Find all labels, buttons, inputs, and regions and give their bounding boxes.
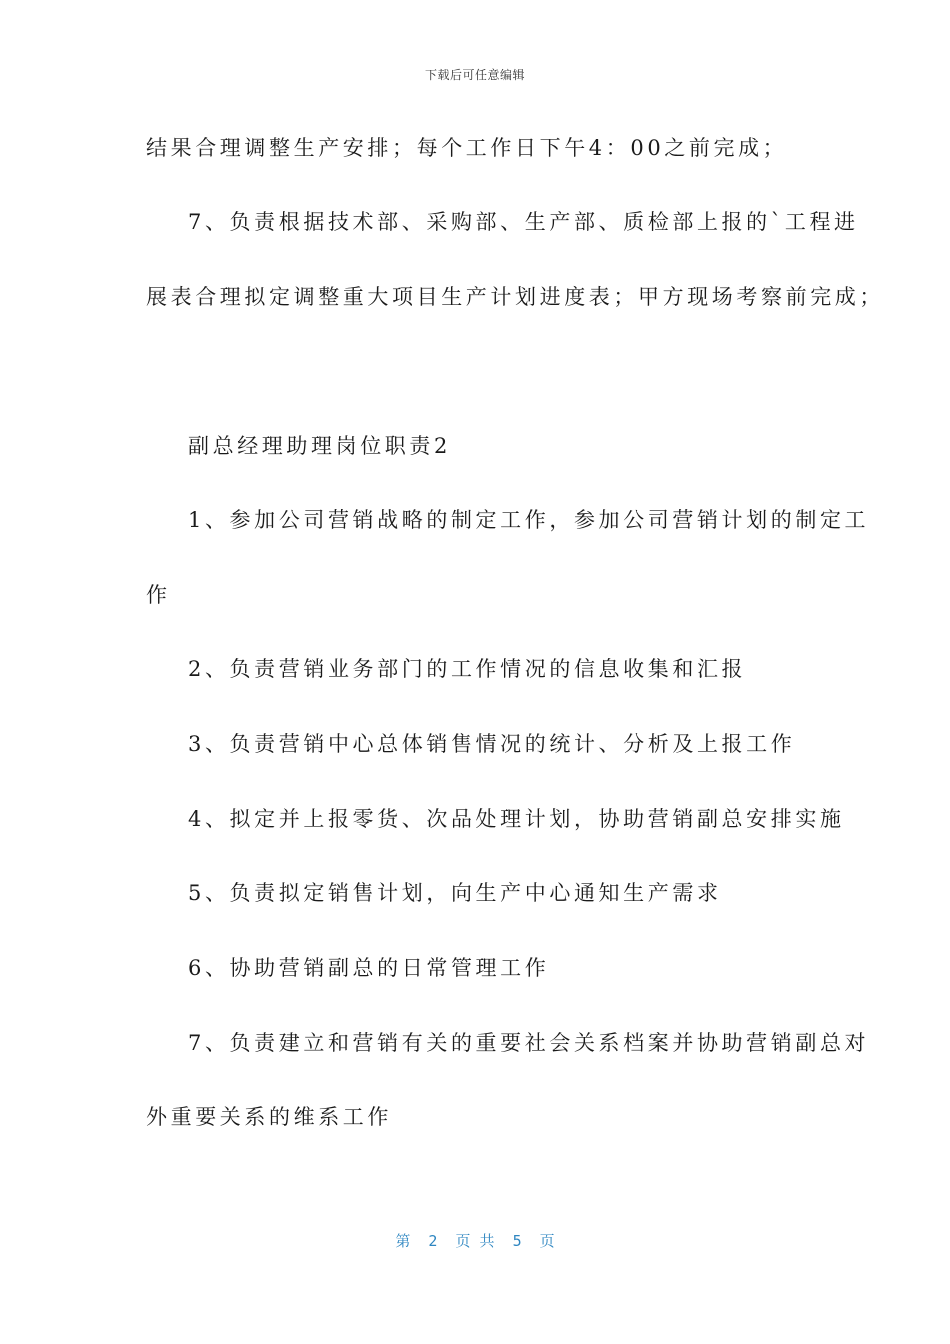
body-line-7: 3、负责营销中心总体销售情况的统计、分析及上报工作 xyxy=(188,732,796,756)
page-header: 下载后可任意编辑 xyxy=(424,68,525,82)
body-line-5: 作 xyxy=(146,583,171,607)
body-line-11: 7、负责建立和营销有关的重要社会关系档案并协助营销副总对 xyxy=(188,1031,870,1055)
body-line-2: 7、负责根据技术部、采购部、生产部、质检部上报的`工程进 xyxy=(188,210,859,234)
body-line-9: 5、负责拟定销售计划，向生产中心通知生产需求 xyxy=(188,881,722,905)
page-number-footer: 第 2 页 共 5 页 xyxy=(395,1232,555,1250)
body-line-10: 6、协助营销副总的日常管理工作 xyxy=(188,956,550,980)
body-line-8: 4、拟定并上报零货、次品处理计划，协助营销副总安排实施 xyxy=(188,807,845,831)
body-line-6: 2、负责营销业务部门的工作情况的信息收集和汇报 xyxy=(188,657,747,681)
body-line-1: 结果合理调整生产安排；每个工作日下午4：00之前完成； xyxy=(146,136,788,160)
body-line-3: 展表合理拟定调整重大项目生产计划进度表；甲方现场考察前完成； xyxy=(146,285,884,309)
body-line-4: 1、参加公司营销战略的制定工作，参加公司营销计划的制定工 xyxy=(188,508,870,532)
body-line-12: 外重要关系的维系工作 xyxy=(146,1105,392,1129)
section-heading: 副总经理助理岗位职责2 xyxy=(188,434,451,458)
